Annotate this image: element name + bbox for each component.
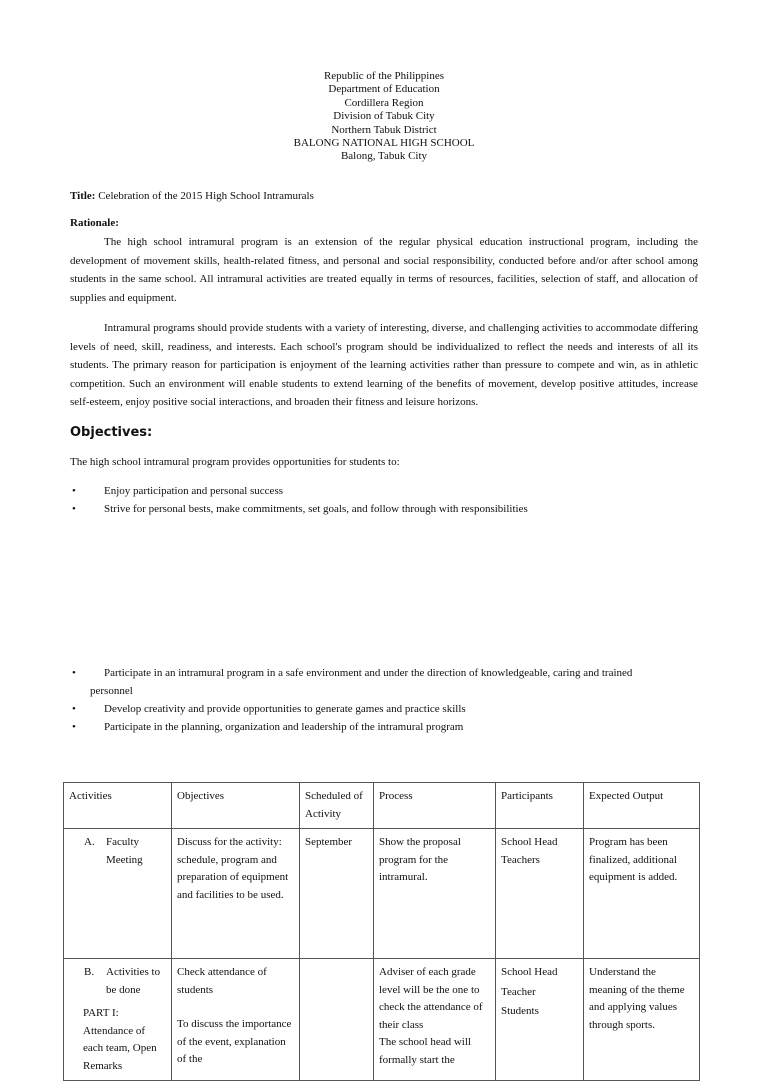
column-header: Scheduled of Activity [300, 783, 374, 829]
rationale-paragraph: The high school intramural program is an extension of the regular physical education instructional program, including the development of movement skills, health-related fitness, and personal and social responsibility, conducted before and/or after school among students in the same school. All intramural activities are treated equally in terms of resources, facilities, selection of staff, and allocation of supplies and equipment. [70, 236, 698, 304]
header-line: Department of Education [328, 83, 440, 96]
table-cell [374, 959, 496, 1081]
list-item-continuation: personnel [90, 685, 133, 697]
item-letter: A. [84, 836, 95, 848]
objectives-intro: The high school intramural program provides opportunities for students to: [70, 456, 400, 468]
participant: Students [501, 1005, 539, 1017]
header-line: Cordillera Region [344, 96, 424, 109]
column-header: Process [374, 783, 496, 829]
bullet-icon: • [72, 485, 76, 497]
objectives-list [70, 482, 710, 518]
objective-text: To discuss the importance of the event, explanation of the [177, 1018, 292, 1065]
table-header-row [64, 783, 700, 829]
document-title [70, 190, 314, 202]
bullet-icon: • [72, 503, 76, 515]
objective-text: Check attendance of students [177, 966, 267, 996]
header-line: Balong, Tabuk City [340, 150, 428, 163]
list-item [70, 718, 710, 736]
header-line: Division of Tabuk City [333, 110, 435, 123]
process-text: The school head will formally start the [379, 1036, 471, 1066]
school-name: BALONG NATIONAL HIGH SCHOOL [293, 137, 475, 150]
objectives-heading: Objectives: [70, 425, 153, 440]
bullet-icon: • [72, 703, 76, 715]
table-cell: Show the proposal program for the intramural. [374, 829, 496, 959]
activity-name: Activities to be done [106, 966, 161, 996]
table-cell [172, 959, 300, 1081]
process-text: Adviser of each grade level will be the one to check the attendance of their class [379, 966, 483, 1031]
title-label: Title: [70, 190, 96, 202]
participant: School Head [501, 836, 558, 848]
participant: Teacher [501, 985, 536, 998]
column-header: Objectives [172, 783, 300, 829]
table-cell: Understand the meaning of the theme and applying values through sports. [584, 959, 700, 1081]
part-text: Attendance of each team, Open Remarks [83, 1024, 157, 1072]
list-item [70, 700, 710, 718]
header-line: Northern Tabuk District [331, 123, 437, 136]
header-line: Republic of the Philippines [323, 70, 445, 82]
table-cell [496, 829, 584, 959]
table-cell: September [300, 829, 374, 959]
list-item-text: Participate in the planning, organization and leadership of the intramural program [104, 721, 464, 733]
list-item-text: Strive for personal bests, make commitments, set goals, and follow through with responsibilities [104, 503, 528, 515]
participant: School Head [501, 966, 558, 978]
participant: Teachers [501, 853, 540, 866]
table-cell [496, 959, 584, 1081]
column-header: Participants [496, 783, 584, 829]
table-row [64, 959, 700, 1081]
column-header: Activities [64, 783, 172, 829]
rationale-paragraph: Intramural programs should provide students with a variety of interesting, diverse, and challenging activities to accommodate differing levels of need, skill, readiness, and interests. Each school's program should be individualized to reflect the needs and interests of all its students. The primary reason for participation is enjoyment of the learning activities rather than pressure to compete and win, as in athletic competition. Such an environment will enable students to extend learning of the benefits of movement, develop positive attitudes, increase self-esteem, enjoy positive social interactions, and broaden their fitness and leisure horizons. [70, 322, 698, 409]
table-cell [300, 959, 374, 1081]
list-item-text: Develop creativity and provide opportunities to generate games and practice skills [104, 703, 466, 715]
table-cell: Discuss for the activity: schedule, program and preparation of equipment and facilities to be used. [172, 829, 300, 959]
part-label: PART I: [83, 1007, 119, 1019]
objectives-list [70, 664, 710, 736]
table-cell [64, 959, 172, 1081]
bullet-icon: • [72, 721, 76, 733]
item-letter: B. [84, 966, 95, 978]
list-item-text: Enjoy participation and personal success [104, 485, 284, 497]
activities-table [63, 782, 700, 1081]
column-header: Expected Output [584, 783, 700, 829]
table-cell [64, 829, 172, 959]
rationale-heading: Rationale: [70, 217, 119, 229]
list-item [70, 664, 710, 700]
document-header [0, 70, 768, 164]
list-item [70, 482, 710, 500]
table-row [64, 829, 700, 959]
table-cell: Program has been finalized, additional equipment is added. [584, 829, 700, 959]
title-text: Celebration of the 2015 High School Intramurals [95, 190, 314, 202]
list-item-text: Participate in an intramural program in a safe environment and under the direction of knowledgeable, caring and trained [104, 667, 633, 679]
bullet-icon: • [72, 667, 76, 679]
list-item [70, 500, 710, 518]
activity-name: Faculty Meeting [106, 836, 143, 866]
